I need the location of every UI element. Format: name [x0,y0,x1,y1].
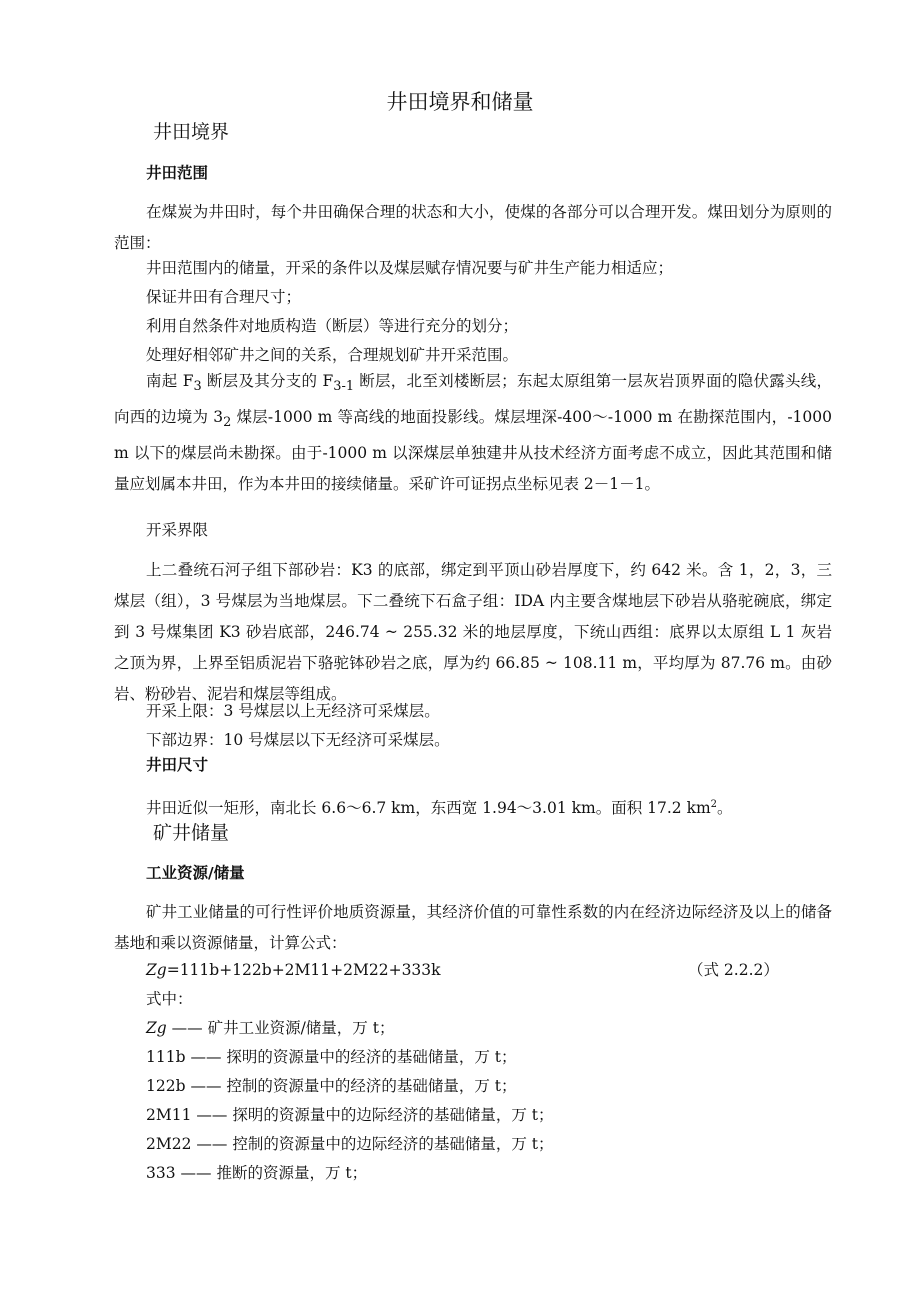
principle-item: 利用自然条件对地质构造（断层）等进行充分的划分； [146,317,519,335]
page-title: 井田境界和储量 [386,90,534,114]
strata-paragraph: 上二叠统石河子组下部砂岩：K3 的底部，绑定到平顶山砂岩厚度下，约 642 米。含 1，2，3，三煤层（组），3 号煤层为当地煤层。下二叠统下石盒子组：IDA 内主要含煤地层下砂岩从骆驼碗底，绑定到 3 号煤集团 K3 砂岩底部，246.74 ~ 255.32 米的地层厚度，下统山西组：底界以太原组 L 1 灰岩之顶为界，上界至铝质泥岩下骆驼钵砂岩之底，厚为约 66.85 ~ 108.11 m，平均厚为 87.76 m。由砂岩、粉砂岩、泥岩和煤层等组成。 [114,561,832,703]
subheading-industrial-reserves: 工业资源/储量 [146,864,245,882]
subheading-scope: 井田范围 [146,164,209,182]
definition-row: 2M11 —— 探明的资源量中的边际经济的基础储量，万 t； [146,1106,554,1124]
section-heading-reserves: 矿井储量 [153,822,230,844]
reserves-intro-paragraph: 矿井工业储量的可行性评价地质资源量，其经济价值的可靠性系数的内在经济边际经济及以上的储备基地和乘以资源储量，计算公式： [114,903,832,952]
formula: Zg=111b+122b+2M11+2M22+333k [146,961,441,979]
definition-row: 122b —— 控制的资源量中的经济的基础储量，万 t； [146,1077,517,1095]
where-label: 式中： [146,990,193,1008]
lower-limit-text: 下部边界：10 号煤层以下无经济可采煤层。 [146,731,450,749]
upper-limit-text: 开采上限：3 号煤层以上无经济可采煤层。 [146,702,440,720]
definition-row: 111b —— 探明的资源量中的经济的基础储量，万 t； [146,1048,517,1066]
boundary-paragraph: 南起 $F_3$ 断层及其分支的 $F_{3-1}$ 断层，北至刘楼断层；东起太原组第一层灰岩顶界面的隐伏露头线，向西的边境为 $3_2$ 煤层-1000 m 等高线的地面投影线。煤层埋深-400～-1000 m 在勘探范围内，-1000 m 以下的煤层尚未勘探。由于-1000 m 以深煤层单独建井从技术经济方面考虑不成立，因此其范围和储量应划属本井田，作为本井田的接续储量。采矿许可证拐点坐标见表 2－1－1。 [114,372,833,494]
formula-label: （式 2.2.2） [688,961,779,979]
definition-row: 333 —— 推断的资源量，万 t； [146,1164,368,1182]
subheading-size: 井田尺寸 [146,756,209,774]
definition-row: Zg —— 矿井工业资源/储量，万 t； [146,1019,395,1037]
size-text: 井田近似一矩形，南北长 6.6～6.7 km，东西宽 1.94～3.01 km。面积 17.2 $km^2$。 [146,799,733,818]
principle-item: 保证井田有合理尺寸； [146,288,302,306]
principle-item: 处理好相邻矿井之间的关系，合理规划矿井开采范围。 [146,346,519,364]
definition-row: 2M22 —— 控制的资源量中的边际经济的基础储量，万 t； [146,1135,554,1153]
scope-intro-paragraph: 在煤炭为井田时，每个井田确保合理的状态和大小，使煤的各部分可以合理开发。煤田划分为原则的范围： [114,203,832,252]
mining-limit-label: 开采界限 [146,521,209,539]
principle-item: 井田范围内的储量，开采的条件以及煤层赋存情况要与矿井生产能力相适应； [146,259,674,277]
section-heading-boundary: 井田境界 [153,121,230,143]
